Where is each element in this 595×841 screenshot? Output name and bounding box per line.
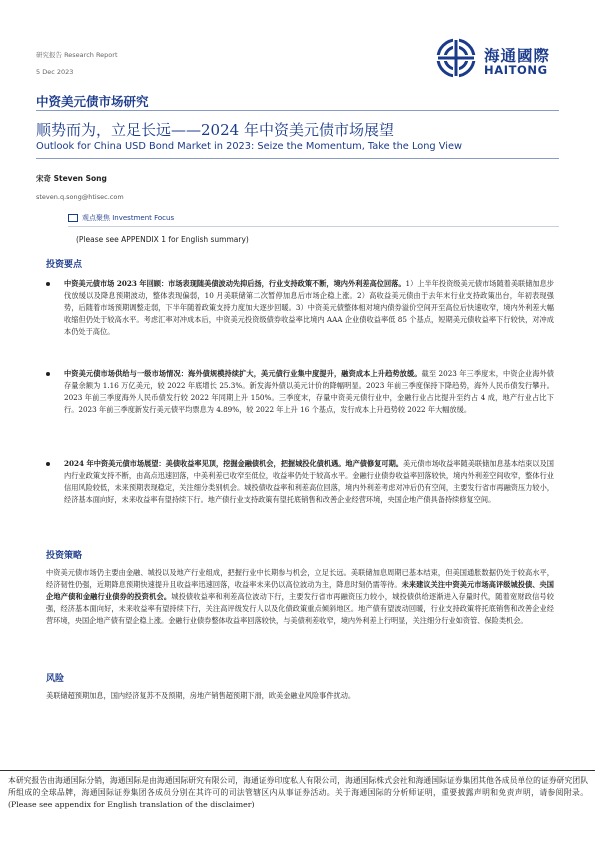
bullet-1-lead: 中资美元债市场 2023 年回顾：市场表现随美债波动先抑后扬，行业支持政策不断，境内外利差高位回落。 — [64, 279, 406, 288]
strategy-text-pre: 中资美元债市场仍主要由金融、城投以及地产行业组成，把握行业中长期参与机会，立足长远。美联储加息周期已基本结束，但美国通胀数据仍处于较高水平，经济韧性仍强，近期降息预期快速提升且收益率迅速回落，收益率未来仍以高位波动为主，降息时刻仍需等待。 — [46, 568, 554, 589]
bullet-1-text: 1）上半年投资级美元债市场随着美联储加息步伐放缓以及降息预期波动，整体表现偏弱，10 月美联储第二次暂停加息后市场企稳上涨。2）高收益美元债由于去年末行业支持政策出台，年初表现强势，后随着市场预期调整走弱，下半年随着政策支持力度加大逐步回暖。3）中资美元债整体相对境内债券溢价空间开至高位后快速收窄，境内外利差大幅收缩但仍处于较高水平。考虑汇率对冲成本后，中资美元投资级债券收益率比境内 AAA 企业债收益率低 85 个基点，短期美元债收益率下行较快，对冲成本仍处于高位。 — [64, 279, 554, 336]
strategy-paragraph — [46, 567, 554, 627]
focus-label: 观点聚焦 Investment Focus — [82, 214, 175, 222]
bullet-2-text: 截至 2023 年三季度末，中资企业海外债存量余额为 1.16 万亿美元，较 2022 年底增长 25.3%。新发海外债以美元计价的降幅明显。2023 年前三季度保持下降趋势，海外人民币债发行攀升。2023 年前三季度海外人民币债发行较 2022 年同期上升 150%。三季度末，存量中资美元债行业中，金融行业占比提升至约占 4 成，地产行业占比下行。2023 年前三季度新发行美元债平均票息为 4.89%，较 2022 年上升 16 个基点，发行成本上升趋势较 2022 年大幅放缓。 — [64, 369, 554, 414]
strategy-heading: 投资策略 — [46, 551, 83, 561]
focus-icon — [68, 214, 78, 222]
report-title-en: Outlook for China USD Bond Market in 2023: Seize the Momentum, Take the Long View — [36, 141, 463, 152]
risk-heading: 风险 — [46, 674, 65, 684]
bullet-icon — [46, 372, 50, 376]
report-title-cn: 顺势而为，立足长远——2024 年中资美元债市场展望 — [36, 121, 394, 139]
bullet-2-lead: 中资美元债市场供给与一级市场情况：海外债规模持续扩大，美元债行业集中度提升，融资成本上升趋势放缓。 — [64, 369, 422, 378]
section-title: 中资美元债市场研究 — [36, 94, 149, 109]
report-date: 5 Dec 2023 — [36, 68, 74, 76]
appendix-note: (Please see APPENDIX 1 for English summary) — [76, 235, 249, 244]
bullet-icon — [46, 282, 50, 286]
footer-disclaimer: 本研究报告由海通国际分销，海通国际是由海通国际研究有限公司，海通证券印度私人有限公司，海通国际株式会社和海通国际证券集团其他各成员单位的证券研究团队所组成的全球品牌，海通国际证券集团各成员分别在其许可的司法管辖区内从事证券活动。关于海通国际的分析师证明，重要披露声明和免责声明，请参阅附录。(Please see appendix for English translation of the disclaimer) — [8, 776, 588, 809]
report-type: 研究报告 Research Report — [36, 51, 118, 59]
title-divider-bottom — [36, 158, 559, 159]
footer-divider — [0, 770, 595, 771]
logo-en-text: HAITONG — [484, 63, 548, 77]
author-name: 宋奇 Steven Song — [36, 174, 107, 183]
bullet-icon — [46, 462, 50, 466]
strategy-text-post: 城投债收益率和利差高位波动下行，主要发行省市再融资压力较小，城投债供给逐渐进入存量时代，随着宽财政信号较强，经济基本面向好，未来收益率有望持续下行，关注高评级发行人以及化债政策重点倾斜地区。地产债有望波动回暖，行业支持政策将托底销售和改善企业经营环境，央国企地产债有望企稳上涨。金融行业债券整体收益率回落较快，与美债利差收窄，境内外利差上行明显，关注细分行业如资管、保险类机会。 — [46, 592, 554, 625]
author-email[interactable]: steven.q.song@htisec.com — [36, 193, 124, 201]
bullet-3-text: 美元债市场收益率随美联储加息基本结束以及国内行业政策支持不断，由高点迅速回落，中美利差已收窄至低位，收益率仍处于较高水平。金融行业债券收益率回落较快，境内外利差空间收窄，整体行业信用风险较低，未来预期表现稳定，关注细分类别机会。城投债收益率和利差高位回落，境内外利差考虑对冲后仍有空间，主要发行省市再融资压力较小，经济基本面向好，未来收益率有望持续下行。地产债行业支持政策有望托底销售和改善企业经营环境，央国企地产债具备持续修复空间。 — [64, 459, 554, 504]
haitong-logo-icon — [436, 38, 476, 78]
bullet-3-lead: 2024 年中资美元债市场展望：美债收益率见顶，挖掘金融债机会，把握城投化债机遇。地产债修复可期。 — [64, 459, 403, 468]
strategy-text-bold: 未来建议关注中资美元市场高评级城投债、央国企地产债和金融行业债券的投资机会。 — [46, 580, 554, 601]
focus-divider — [68, 226, 559, 227]
highlight-bullet-1 — [46, 278, 554, 338]
highlight-bullet-2 — [46, 368, 554, 416]
logo-cn-text: 海通國際 — [484, 47, 551, 65]
risk-text: 美联储超预期加息，国内经济复苏不及预期，房地产销售超预期下滑，欧美金融业风险事件扰动。 — [46, 691, 356, 700]
title-divider — [36, 110, 559, 111]
highlights-heading: 投资要点 — [46, 260, 83, 270]
highlight-bullet-3 — [46, 458, 554, 506]
